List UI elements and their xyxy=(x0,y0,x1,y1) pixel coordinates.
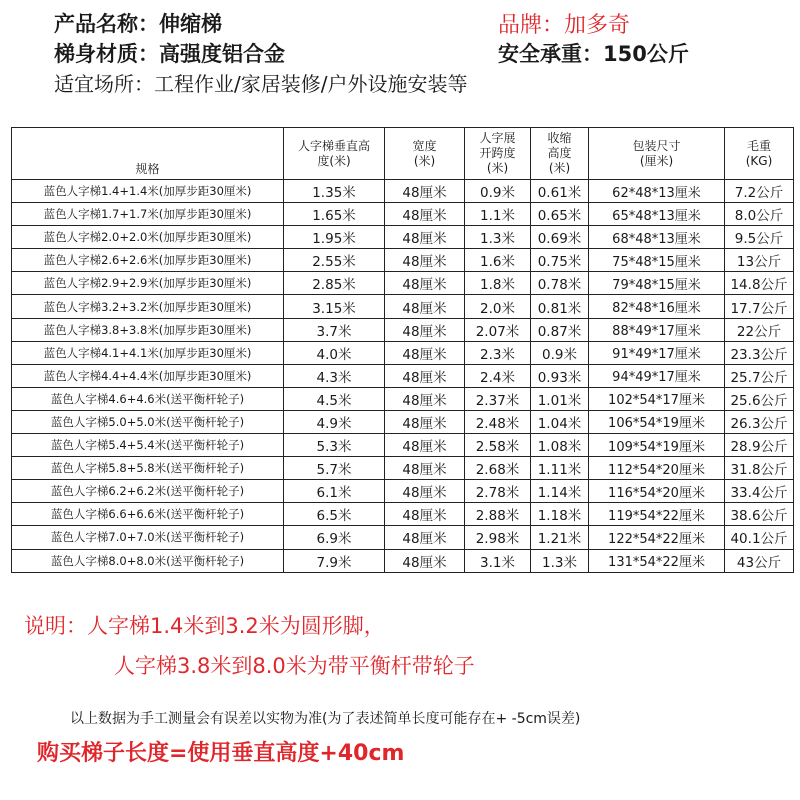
cell-weight: 8.0公斤 xyxy=(725,203,794,226)
cell-pack: 122*54*22厘米 xyxy=(589,526,725,549)
cell-weight: 23.3公斤 xyxy=(725,341,794,364)
spec-table xyxy=(11,127,794,573)
table-row xyxy=(12,226,794,249)
cell-pack: 75*48*15厘米 xyxy=(589,249,725,272)
material-value: 高强度铝合金 xyxy=(159,42,285,66)
cell-name: 蓝色人字梯5.4+5.4米(送平衡杆轮子) xyxy=(12,434,284,457)
cell-pack: 116*54*20厘米 xyxy=(589,480,725,503)
cell-fold: 1.11米 xyxy=(531,457,589,480)
cell-weight: 17.7公斤 xyxy=(725,295,794,318)
cell-height: 5.7米 xyxy=(284,457,385,480)
cell-width: 48厘米 xyxy=(385,480,465,503)
load-value: 150公斤 xyxy=(603,42,689,66)
cell-fold: 0.93米 xyxy=(531,364,589,387)
cell-name: 蓝色人字梯7.0+7.0米(送平衡杆轮子) xyxy=(12,526,284,549)
col-header-span: 人字展 开跨度 (米) xyxy=(465,128,531,180)
cell-span: 2.58米 xyxy=(465,434,531,457)
cell-span: 2.88米 xyxy=(465,503,531,526)
cell-width: 48厘米 xyxy=(385,503,465,526)
cell-fold: 1.3米 xyxy=(531,549,589,572)
cell-span: 1.6米 xyxy=(465,249,531,272)
cell-name: 蓝色人字梯4.4+4.4米(加厚步距30厘米) xyxy=(12,364,284,387)
cell-height: 1.95米 xyxy=(284,226,385,249)
col-header-width: 宽度 (米) xyxy=(385,128,465,180)
cell-fold: 0.87米 xyxy=(531,318,589,341)
cell-width: 48厘米 xyxy=(385,526,465,549)
cell-fold: 0.9米 xyxy=(531,341,589,364)
usage-label: 适宜场所： xyxy=(54,72,154,96)
table-row xyxy=(12,203,794,226)
cell-width: 48厘米 xyxy=(385,203,465,226)
table-row xyxy=(12,480,794,503)
table-row xyxy=(12,249,794,272)
cell-pack: 109*54*19厘米 xyxy=(589,434,725,457)
spec-table-body xyxy=(12,180,794,573)
cell-weight: 13公斤 xyxy=(725,249,794,272)
cell-width: 48厘米 xyxy=(385,410,465,433)
cell-height: 7.9米 xyxy=(284,549,385,572)
cell-weight: 9.5公斤 xyxy=(725,226,794,249)
material-line xyxy=(54,38,285,68)
table-row xyxy=(12,503,794,526)
table-row xyxy=(12,549,794,572)
cell-fold: 0.65米 xyxy=(531,203,589,226)
cell-height: 3.7米 xyxy=(284,318,385,341)
cell-weight: 43公斤 xyxy=(725,549,794,572)
cell-width: 48厘米 xyxy=(385,180,465,203)
cell-pack: 88*49*17厘米 xyxy=(589,318,725,341)
cell-width: 48厘米 xyxy=(385,226,465,249)
cell-name: 蓝色人字梯1.7+1.7米(加厚步距30厘米) xyxy=(12,203,284,226)
table-header-row xyxy=(12,128,794,180)
col-header-fold: 收缩 高度 (米) xyxy=(531,128,589,180)
cell-weight: 22公斤 xyxy=(725,318,794,341)
cell-name: 蓝色人字梯2.0+2.0米(加厚步距30厘米) xyxy=(12,226,284,249)
cell-name: 蓝色人字梯2.9+2.9米(加厚步距30厘米) xyxy=(12,272,284,295)
brand-label: 品牌： xyxy=(498,13,565,38)
cell-span: 1.3米 xyxy=(465,226,531,249)
cell-span: 1.8米 xyxy=(465,272,531,295)
cell-width: 48厘米 xyxy=(385,272,465,295)
brand-line xyxy=(498,8,630,39)
cell-fold: 1.18米 xyxy=(531,503,589,526)
col-header-spec: 规格 xyxy=(12,128,284,180)
cell-weight: 14.8公斤 xyxy=(725,272,794,295)
table-row xyxy=(12,341,794,364)
cell-span: 2.98米 xyxy=(465,526,531,549)
cell-weight: 28.9公斤 xyxy=(725,434,794,457)
usage-value: 工程作业/家居装修/户外设施安装等 xyxy=(154,72,468,96)
cell-name: 蓝色人字梯6.6+6.6米(送平衡杆轮子) xyxy=(12,503,284,526)
cell-weight: 33.4公斤 xyxy=(725,480,794,503)
usage-line xyxy=(54,68,467,97)
cell-fold: 0.78米 xyxy=(531,272,589,295)
cell-fold: 1.21米 xyxy=(531,526,589,549)
cell-height: 2.55米 xyxy=(284,249,385,272)
cell-width: 48厘米 xyxy=(385,295,465,318)
product-name-line xyxy=(54,8,222,38)
table-row xyxy=(12,364,794,387)
cell-height: 6.1米 xyxy=(284,480,385,503)
cell-name: 蓝色人字梯3.2+3.2米(加厚步距30厘米) xyxy=(12,295,284,318)
cell-weight: 25.6公斤 xyxy=(725,387,794,410)
table-row xyxy=(12,180,794,203)
buy-length-tip: 购买梯子长度=使用垂直高度+40cm xyxy=(37,741,405,766)
cell-height: 4.9米 xyxy=(284,410,385,433)
cell-fold: 1.01米 xyxy=(531,387,589,410)
cell-weight: 40.1公斤 xyxy=(725,526,794,549)
table-row xyxy=(12,434,794,457)
cell-fold: 0.81米 xyxy=(531,295,589,318)
material-label: 梯身材质： xyxy=(54,42,159,66)
cell-fold: 0.75米 xyxy=(531,249,589,272)
cell-name: 蓝色人字梯1.4+1.4米(加厚步距30厘米) xyxy=(12,180,284,203)
cell-height: 3.15米 xyxy=(284,295,385,318)
table-row xyxy=(12,387,794,410)
cell-weight: 31.8公斤 xyxy=(725,457,794,480)
cell-span: 2.37米 xyxy=(465,387,531,410)
cell-pack: 94*49*17厘米 xyxy=(589,364,725,387)
cell-span: 3.1米 xyxy=(465,549,531,572)
cell-fold: 1.04米 xyxy=(531,410,589,433)
cell-width: 48厘米 xyxy=(385,434,465,457)
cell-width: 48厘米 xyxy=(385,364,465,387)
brand-value: 加多奇 xyxy=(564,13,631,38)
cell-width: 48厘米 xyxy=(385,318,465,341)
cell-height: 2.85米 xyxy=(284,272,385,295)
cell-width: 48厘米 xyxy=(385,387,465,410)
cell-name: 蓝色人字梯5.8+5.8米(送平衡杆轮子) xyxy=(12,457,284,480)
cell-fold: 0.69米 xyxy=(531,226,589,249)
cell-height: 4.0米 xyxy=(284,341,385,364)
cell-span: 2.48米 xyxy=(465,410,531,433)
cell-weight: 26.3公斤 xyxy=(725,410,794,433)
cell-weight: 25.7公斤 xyxy=(725,364,794,387)
cell-pack: 68*48*13厘米 xyxy=(589,226,725,249)
table-row xyxy=(12,457,794,480)
cell-span: 1.1米 xyxy=(465,203,531,226)
cell-pack: 91*49*17厘米 xyxy=(589,341,725,364)
cell-width: 48厘米 xyxy=(385,249,465,272)
product-name-value: 伸缩梯 xyxy=(159,12,222,36)
table-row xyxy=(12,295,794,318)
cell-name: 蓝色人字梯3.8+3.8米(加厚步距30厘米) xyxy=(12,318,284,341)
cell-pack: 62*48*13厘米 xyxy=(589,180,725,203)
cell-height: 6.9米 xyxy=(284,526,385,549)
cell-width: 48厘米 xyxy=(385,549,465,572)
load-line xyxy=(498,38,689,68)
note-line-1: 说明：人字梯1.4米到3.2米为圆形脚， xyxy=(24,614,385,638)
table-row xyxy=(12,410,794,433)
cell-fold: 1.08米 xyxy=(531,434,589,457)
cell-width: 48厘米 xyxy=(385,457,465,480)
cell-height: 1.35米 xyxy=(284,180,385,203)
cell-name: 蓝色人字梯4.1+4.1米(加厚步距30厘米) xyxy=(12,341,284,364)
cell-span: 2.0米 xyxy=(465,295,531,318)
cell-span: 2.78米 xyxy=(465,480,531,503)
cell-pack: 106*54*19厘米 xyxy=(589,410,725,433)
cell-pack: 112*54*20厘米 xyxy=(589,457,725,480)
cell-name: 蓝色人字梯2.6+2.6米(加厚步距30厘米) xyxy=(12,249,284,272)
load-label: 安全承重： xyxy=(498,42,603,66)
col-header-pack: 包装尺寸 (厘米) xyxy=(589,128,725,180)
cell-weight: 7.2公斤 xyxy=(725,180,794,203)
cell-fold: 0.61米 xyxy=(531,180,589,203)
cell-pack: 79*48*15厘米 xyxy=(589,272,725,295)
table-row xyxy=(12,318,794,341)
cell-height: 4.5米 xyxy=(284,387,385,410)
col-header-weight: 毛重 (KG) xyxy=(725,128,794,180)
cell-name: 蓝色人字梯6.2+6.2米(送平衡杆轮子) xyxy=(12,480,284,503)
cell-pack: 102*54*17厘米 xyxy=(589,387,725,410)
cell-span: 0.9米 xyxy=(465,180,531,203)
cell-pack: 119*54*22厘米 xyxy=(589,503,725,526)
cell-height: 6.5米 xyxy=(284,503,385,526)
cell-weight: 38.6公斤 xyxy=(725,503,794,526)
cell-name: 蓝色人字梯8.0+8.0米(送平衡杆轮子) xyxy=(12,549,284,572)
product-name-label: 产品名称： xyxy=(54,12,159,36)
table-row xyxy=(12,526,794,549)
cell-fold: 1.14米 xyxy=(531,480,589,503)
cell-pack: 82*48*16厘米 xyxy=(589,295,725,318)
disclaimer-text: 以上数据为手工测量会有误差以实物为准(为了表述简单长度可能存在+ -5cm误差) xyxy=(70,711,581,727)
cell-height: 4.3米 xyxy=(284,364,385,387)
cell-span: 2.3米 xyxy=(465,341,531,364)
cell-width: 48厘米 xyxy=(385,341,465,364)
cell-height: 1.65米 xyxy=(284,203,385,226)
col-header-height: 人字梯垂直高 度(米) xyxy=(284,128,385,180)
cell-name: 蓝色人字梯4.6+4.6米(送平衡杆轮子) xyxy=(12,387,284,410)
cell-pack: 65*48*13厘米 xyxy=(589,203,725,226)
note-line-2: 人字梯3.8米到8.0米为带平衡杆带轮子 xyxy=(114,654,475,678)
cell-span: 2.68米 xyxy=(465,457,531,480)
cell-height: 5.3米 xyxy=(284,434,385,457)
table-row xyxy=(12,272,794,295)
cell-span: 2.07米 xyxy=(465,318,531,341)
cell-span: 2.4米 xyxy=(465,364,531,387)
cell-pack: 131*54*22厘米 xyxy=(589,549,725,572)
cell-name: 蓝色人字梯5.0+5.0米(送平衡杆轮子) xyxy=(12,410,284,433)
